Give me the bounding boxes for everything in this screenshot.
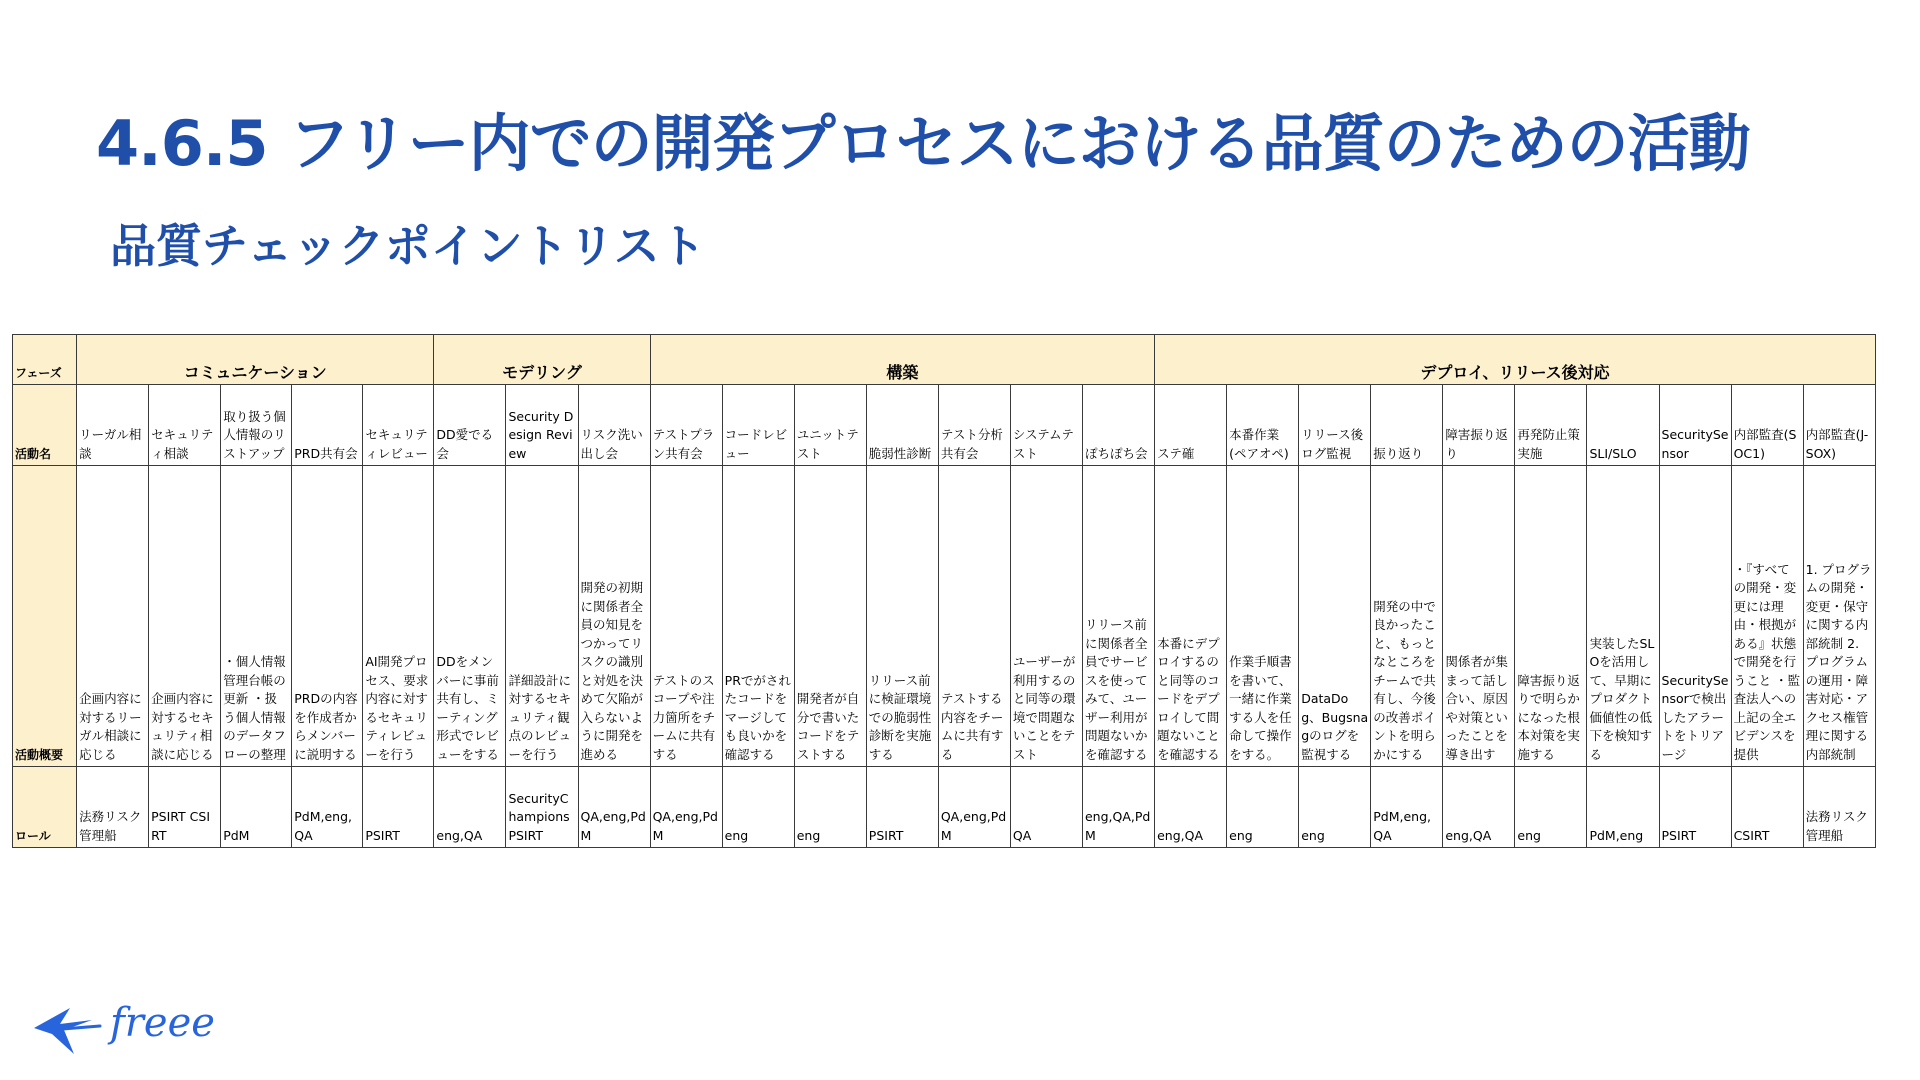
role-cell: PSIRT CSIRT: [149, 767, 221, 848]
activity-summary-cell: 本番にデプロイするのと同等のコードをデプロイして問題ないことを確認する: [1155, 466, 1227, 767]
activity-name-cell: リーガル相談: [77, 385, 149, 466]
activity-summary-cell: 作業手順書を書いて、一緒に作業する人を任命して操作をする。: [1227, 466, 1299, 767]
activity-name-cell: リリース後ログ監視: [1299, 385, 1371, 466]
activity-summary-cell: 実装したSLOを活用して、早期にプロダクト価値性の低下を検知する: [1587, 466, 1659, 767]
activity-summary-cell: SecuritySensorで検出したアラートをトリアージ: [1659, 466, 1731, 767]
role-cell: PSIRT: [363, 767, 434, 848]
activity-name-cell: セキュリティ相談: [149, 385, 221, 466]
activity-name-cell: 内部監査(SOC1): [1731, 385, 1803, 466]
activity-name-cell: 取り扱う個人情報のリストアップ: [221, 385, 292, 466]
activity-name-cell: SLI/SLO: [1587, 385, 1659, 466]
checkpoint-table: [12, 334, 1876, 848]
activity-name-cell: ぽちぽち会: [1082, 385, 1154, 466]
freee-logo: [30, 1000, 215, 1060]
activity-summary-cell: 関係者が集まって話し合い、原因や対策といったことを導き出す: [1443, 466, 1515, 767]
role-cell: eng,QA: [1155, 767, 1227, 848]
role-row: [13, 767, 1876, 848]
role-cell: PSIRT: [866, 767, 938, 848]
role-cell: PSIRT: [1659, 767, 1731, 848]
activity-summary-cell: ユーザーが利用するのと同等の環境で問題ないことをテスト: [1010, 466, 1082, 767]
activity-name-cell: 障害振り返り: [1443, 385, 1515, 466]
summary-row: [13, 466, 1876, 767]
page-title: 4.6.5 フリー内での開発プロセスにおける品質のための活動: [96, 107, 1750, 180]
activity-summary-cell: リリース前に検証環境での脆弱性診断を実施する: [866, 466, 938, 767]
activity-name-cell: PRD共有会: [292, 385, 363, 466]
activity-name-cell: コードレビュー: [722, 385, 794, 466]
phase-header: コミュニケーション: [77, 335, 434, 385]
row-label-role: ロール: [13, 767, 77, 848]
role-cell: QA: [1010, 767, 1082, 848]
role-cell: eng,QA: [1443, 767, 1515, 848]
activity-summary-cell: AI開発プロセス、要求内容に対するセキュリティレビューを行う: [363, 466, 434, 767]
phase-header: デプロイ、リリース後対応: [1155, 335, 1876, 385]
activity-name-cell: ステ確: [1155, 385, 1227, 466]
activity-summary-cell: DDをメンバーに事前共有し、ミーティング形式でレビューをする: [434, 466, 506, 767]
role-cell: eng: [1227, 767, 1299, 848]
activity-name-cell: セキュリティレビュー: [363, 385, 434, 466]
role-cell: PdM: [221, 767, 292, 848]
activity-summary-cell: PRDの内容を作成者からメンバーに説明する: [292, 466, 363, 767]
role-cell: eng: [794, 767, 866, 848]
page-subtitle: 品質チェックポイントリスト: [110, 219, 706, 273]
row-label-summary: 活動概要: [13, 466, 77, 767]
bird-icon: [30, 1000, 110, 1060]
role-cell: eng: [1515, 767, 1587, 848]
activity-summary-cell: 開発者が自分で書いたコードをテストする: [794, 466, 866, 767]
role-cell: PdM,eng, QA: [292, 767, 363, 848]
activity-summary-cell: 1. プログラムの開発・変更・保守に関する内部統制 2. プログラムの運用・障害対応・アクセス権管理に関する内部統制: [1803, 466, 1875, 767]
activity-row: [13, 385, 1876, 466]
role-cell: eng,QA: [434, 767, 506, 848]
role-cell: eng: [722, 767, 794, 848]
role-cell: eng,QA,PdM: [1082, 767, 1154, 848]
activity-name-cell: 再発防止策実施: [1515, 385, 1587, 466]
activity-summary-cell: テストする内容をチームに共有する: [938, 466, 1010, 767]
phase-row: [13, 335, 1876, 385]
activity-summary-cell: テストのスコープや注力箇所をチームに共有する: [650, 466, 722, 767]
role-cell: PdM,eng, QA: [1371, 767, 1443, 848]
activity-name-cell: SecuritySensor: [1659, 385, 1731, 466]
activity-summary-cell: 障害振り返りで明らかになった根本対策を実施する: [1515, 466, 1587, 767]
role-cell: SecurityChampions PSIRT: [506, 767, 578, 848]
activity-summary-cell: 企画内容に対するセキュリティ相談に応じる: [149, 466, 221, 767]
activity-name-cell: Security Design Review: [506, 385, 578, 466]
role-cell: 法務リスク管理船: [1803, 767, 1875, 848]
row-label-activity: 活動名: [13, 385, 77, 466]
activity-name-cell: DD愛でる会: [434, 385, 506, 466]
activity-name-cell: テスト分析共有会: [938, 385, 1010, 466]
logo-text: freee: [110, 1000, 215, 1046]
activity-name-cell: システムテスト: [1010, 385, 1082, 466]
role-cell: QA,eng,PdM: [650, 767, 722, 848]
activity-summary-cell: ・個人情報管理台帳の更新 ・扱う個人情報のデータフローの整理: [221, 466, 292, 767]
activity-name-cell: 内部監査(J-SOX): [1803, 385, 1875, 466]
activity-name-cell: ユニットテスト: [794, 385, 866, 466]
activity-summary-cell: 開発の初期に関係者全員の知見をつかってリスクの識別と対処を決めて欠陥が入らないように開発を進める: [578, 466, 650, 767]
activity-name-cell: リスク洗い出し会: [578, 385, 650, 466]
row-label-phase: フェーズ: [13, 335, 77, 385]
phase-header: モデリング: [434, 335, 650, 385]
activity-summary-cell: 開発の中で良かったこと、もっとなところをチームで共有し、今後の改善ポイントを明らかにする: [1371, 466, 1443, 767]
activity-name-cell: 本番作業(ペアオペ): [1227, 385, 1299, 466]
activity-name-cell: 振り返り: [1371, 385, 1443, 466]
activity-summary-cell: PRでがされたコードをマージしても良いかを確認する: [722, 466, 794, 767]
activity-summary-cell: リリース前に関係者全員でサービスを使ってみて、ユーザー利用が問題ないかを確認する: [1082, 466, 1154, 767]
activity-summary-cell: 企画内容に対するリーガル相談に応じる: [77, 466, 149, 767]
activity-summary-cell: ・『すべての開発・変更には理由・根拠がある』状態で開発を行うこと ・監査法人への上記の全エビデンスを提供: [1731, 466, 1803, 767]
role-cell: 法務リスク管理船: [77, 767, 149, 848]
activity-summary-cell: DataDog、Bugsnagのログを監視する: [1299, 466, 1371, 767]
role-cell: CSIRT: [1731, 767, 1803, 848]
activity-name-cell: テストプラン共有会: [650, 385, 722, 466]
role-cell: QA,eng,PdM: [938, 767, 1010, 848]
activity-name-cell: 脆弱性診断: [866, 385, 938, 466]
role-cell: QA,eng,PdM: [578, 767, 650, 848]
activity-summary-cell: 詳細設計に対するセキュリティ観点のレビューを行う: [506, 466, 578, 767]
role-cell: PdM,eng: [1587, 767, 1659, 848]
phase-header: 構築: [650, 335, 1154, 385]
role-cell: eng: [1299, 767, 1371, 848]
